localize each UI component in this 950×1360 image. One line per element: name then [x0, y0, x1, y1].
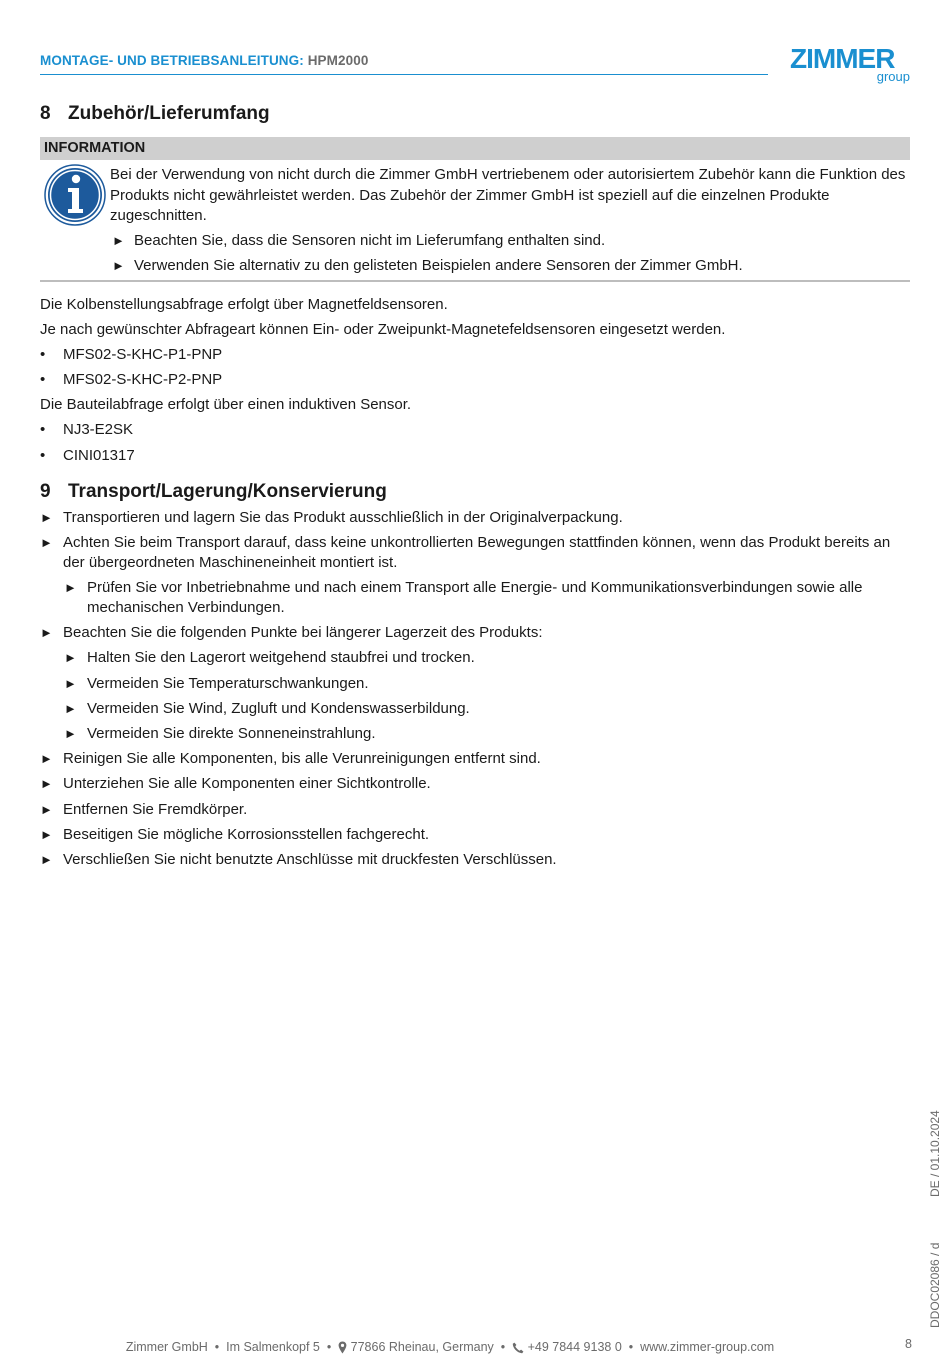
arrow-bullet-icon: ► — [40, 852, 53, 867]
section-9-heading — [40, 481, 387, 503]
information-bar — [40, 137, 910, 160]
list-item-text: NJ3-E2SK — [63, 421, 134, 438]
footer-phone: +49 7844 9138 0 — [527, 1340, 622, 1354]
information-label: INFORMATION — [44, 140, 146, 156]
page-number: 8 — [905, 1337, 912, 1351]
arrow-bullet-icon: ► — [40, 510, 53, 525]
section-number: 9 — [40, 481, 51, 502]
arrow-bullet-icon: ► — [112, 258, 125, 273]
instruction-item — [40, 533, 910, 573]
list-item-text: CINI01317 — [63, 447, 135, 464]
instruction-subitem — [64, 699, 910, 719]
paragraph: Je nach gewünschter Abfrageart können Ein- oder Zweipunkt-Magnetefeldsensoren eingesetzt werden. — [40, 321, 726, 338]
section-number: 8 — [40, 103, 51, 124]
location-pin-icon — [338, 1341, 347, 1354]
section-8-heading — [40, 103, 270, 125]
info-bullet — [112, 256, 902, 276]
arrow-bullet-icon: ► — [112, 233, 125, 248]
paragraph: Die Kolbenstellungsabfrage erfolgt über Magnetfeldsensoren. — [40, 296, 448, 313]
info-bullet-text: Verwenden Sie alternativ zu den gelisteten Beispielen andere Sensoren der Zimmer GmbH. — [134, 257, 743, 274]
info-bullet-text: Beachten Sie, dass die Sensoren nicht im Lieferumfang enthalten sind. — [134, 232, 606, 249]
arrow-bullet-icon: ► — [40, 535, 53, 550]
instruction-text: Vermeiden Sie Wind, Zugluft und Kondenswasserbildung. — [87, 700, 470, 717]
paragraph: Die Bauteilabfrage erfolgt über einen induktiven Sensor. — [40, 396, 412, 413]
instruction-text: Transportieren und lagern Sie das Produkt ausschließlich in der Originalverpackung. — [63, 509, 623, 526]
logo-word: ZIMMER — [790, 43, 895, 74]
document-number: DDOC02086 / d — [928, 1242, 942, 1328]
instruction-text: Halten Sie den Lagerort weitgehend staubfrei und trocken. — [87, 649, 475, 666]
instruction-item — [40, 508, 910, 528]
instruction-text: Prüfen Sie vor Inbetriebnahme und nach einem Transport alle Energie- und Kommunikationsverbindungen sowie alle mechanischen Verbindungen. — [87, 579, 863, 616]
arrow-bullet-icon: ► — [40, 751, 53, 766]
arrow-bullet-icon: ► — [64, 580, 77, 595]
page-footer: Zimmer GmbH • Im Salmenkopf 5 • 77866 Rheinau, Germany • +49 7844 9138 0 • www.zimmer-group.com — [125, 1340, 775, 1354]
instruction-text: Vermeiden Sie Temperaturschwankungen. — [87, 675, 369, 692]
instruction-text: Verschließen Sie nicht benutzte Anschlüsse mit druckfesten Verschlüssen. — [63, 851, 557, 868]
instruction-text: Achten Sie beim Transport darauf, dass keine unkontrollierten Bewegungen stattfinden können, wenn das Produkt bereits an der übergeordneten Maschineneinheit montiert ist. — [63, 534, 891, 571]
arrow-bullet-icon: ► — [40, 802, 53, 817]
list-item: • NJ3-E2SK — [40, 421, 134, 438]
instruction-item — [40, 774, 910, 794]
arrow-bullet-icon: ► — [40, 776, 53, 791]
footer-website[interactable]: www.zimmer-group.com — [640, 1340, 775, 1354]
phone-icon — [512, 1342, 524, 1354]
instruction-item — [40, 749, 910, 769]
footer-street: Im Salmenkopf 5 — [226, 1340, 320, 1354]
instruction-subitem — [64, 578, 910, 618]
footer-company: Zimmer GmbH — [125, 1340, 208, 1354]
information-divider — [40, 280, 910, 282]
instruction-item — [40, 850, 910, 870]
zimmer-logo — [790, 44, 915, 88]
instruction-item — [40, 825, 910, 845]
instruction-text: Reinigen Sie alle Komponenten, bis alle Verunreinigungen entfernt sind. — [63, 750, 541, 767]
instruction-item — [40, 623, 910, 643]
info-bullet — [112, 231, 902, 251]
footer-city: 77866 Rheinau, Germany — [350, 1340, 494, 1354]
list-item: • MFS02-S-KHC-P1-PNP — [40, 346, 223, 363]
list-item: • MFS02-S-KHC-P2-PNP — [40, 371, 223, 388]
arrow-bullet-icon: ► — [40, 625, 53, 640]
product-code: HPM2000 — [307, 53, 369, 68]
instruction-subitem — [64, 648, 910, 668]
list-item-text: MFS02-S-KHC-P2-PNP — [63, 371, 223, 388]
list-item: • CINI01317 — [40, 447, 135, 464]
instruction-text: Beseitigen Sie mögliche Korrosionsstellen fachgerecht. — [63, 826, 430, 843]
document-title — [40, 53, 368, 68]
information-text: Bei der Verwendung von nicht durch die Zimmer GmbH vertriebenem oder autorisiertem Zubehör kann die Funktion des Produkts nicht gewährleistet werden. Das Zubehör der Zimmer GmbH ist speziell auf die einzelnen Produkte zugeschnitten. — [110, 166, 906, 224]
arrow-bullet-icon: ► — [64, 650, 77, 665]
information-icon — [44, 164, 106, 226]
document-date: DE / 01.10.2024 — [928, 1110, 942, 1197]
instruction-subitem — [64, 674, 910, 694]
list-item-text: MFS02-S-KHC-P1-PNP — [63, 346, 223, 363]
arrow-bullet-icon: ► — [64, 676, 77, 691]
section-title: Transport/Lagerung/Konservierung — [68, 481, 387, 502]
instruction-item — [40, 800, 910, 820]
instruction-text: Unterziehen Sie alle Komponenten einer Sichtkontrolle. — [63, 775, 431, 792]
arrow-bullet-icon: ► — [64, 726, 77, 741]
logo-group: group — [876, 69, 910, 84]
instruction-text: Vermeiden Sie direkte Sonneneinstrahlung. — [87, 725, 376, 742]
arrow-bullet-icon: ► — [64, 701, 77, 716]
section-title: Zubehör/Lieferumfang — [68, 103, 270, 124]
page-header — [40, 50, 768, 75]
instruction-subitem — [64, 724, 910, 744]
document-title-label: MONTAGE- UND BETRIEBSANLEITUNG: — [40, 53, 304, 68]
arrow-bullet-icon: ► — [40, 827, 53, 842]
instruction-text: Beachten Sie die folgenden Punkte bei längerer Lagerzeit des Produkts: — [63, 624, 543, 641]
instruction-text: Entfernen Sie Fremdkörper. — [63, 801, 248, 818]
